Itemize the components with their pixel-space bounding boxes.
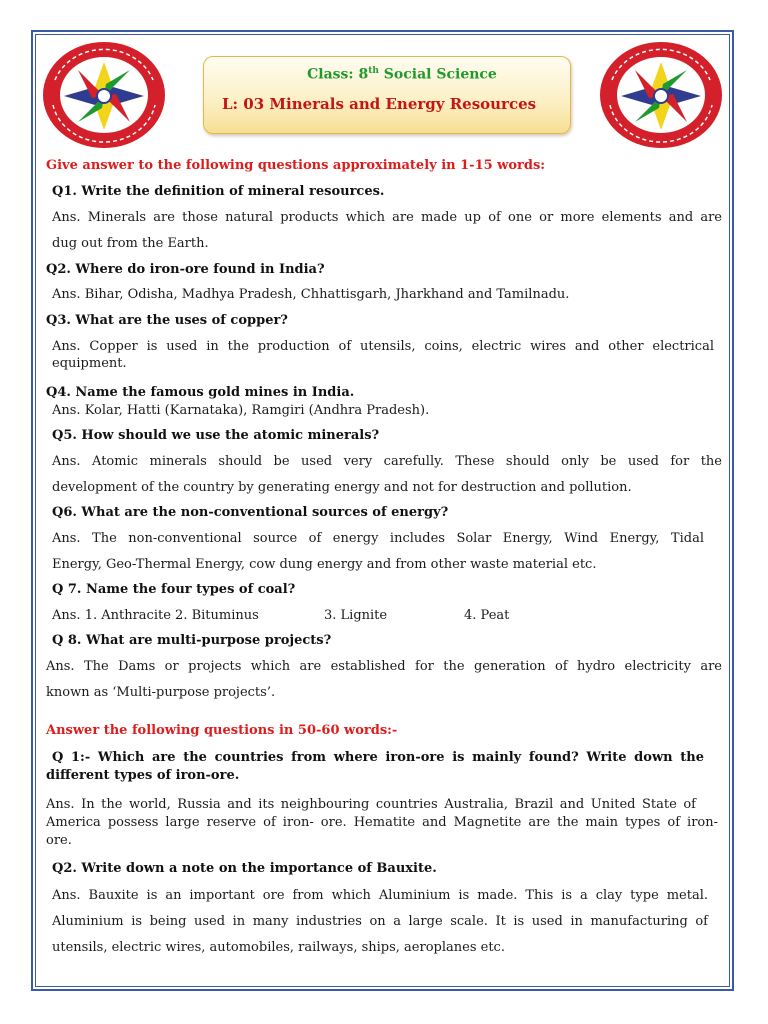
class-prefix: Class: 8 xyxy=(307,66,369,83)
section2-heading: Answer the following questions in 50-60 words:- xyxy=(46,723,398,738)
answer-1-line-1: Ans. Minerals are those natural products which are made up of one or more elements and are xyxy=(52,210,722,225)
title-box xyxy=(203,56,571,134)
class-superscript: th xyxy=(368,66,379,76)
class-title xyxy=(204,66,570,83)
answer-6-line-2: Energy, Geo-Thermal Energy, cow dung energy and from other waste material etc. xyxy=(52,557,597,572)
question-1: Q1. Write the definition of mineral resources. xyxy=(52,184,385,199)
long-question-2: Q2. Write down a note on the importance of Bauxite. xyxy=(52,861,437,876)
answer-7-part-1: Ans. 1. Anthracite 2. Bituminus xyxy=(52,608,259,623)
answer-5-line-2: development of the country by generating energy and not for destruction and pollution. xyxy=(52,480,632,495)
answer-8-line-1: Ans. The Dams or projects which are established for the generation of hydro electricity are xyxy=(46,659,722,674)
question-4: Q4. Name the famous gold mines in India. xyxy=(46,385,355,400)
answer-1-line-2: dug out from the Earth. xyxy=(52,236,209,251)
answer-7-part-2: 3. Lignite xyxy=(324,608,388,623)
question-6: Q6. What are the non-conventional sources of energy? xyxy=(52,505,449,520)
long-answer-1-line-2: America possess large reserve of iron- ore. Hematite and Magnetite are the main types of iron- xyxy=(46,815,718,830)
lesson-title: L: 03 Minerals and Energy Resources xyxy=(222,95,537,113)
answer-8-line-2: known as ‘Multi-purpose projects’. xyxy=(46,685,276,700)
answer-6-line-1: Ans. The non-conventional source of energy includes Solar Energy, Wind Energy, Tidal xyxy=(52,531,704,546)
question-5: Q5. How should we use the atomic minerals? xyxy=(52,428,380,443)
answer-5-line-1: Ans. Atomic minerals should be used very carefully. These should only be used for the xyxy=(52,454,722,469)
left-emblem-logo xyxy=(41,40,167,150)
question-3: Q3. What are the uses of copper? xyxy=(46,313,288,328)
long-answer-2-line-2: Aluminium is being used in many industries on a large scale. It is used in manufacturing of xyxy=(52,914,708,929)
answer-2: Ans. Bihar, Odisha, Madhya Pradesh, Chhattisgarh, Jharkhand and Tamilnadu. xyxy=(52,287,570,302)
long-question-1-line-2: different types of iron-ore. xyxy=(46,768,240,783)
answer-7-part-3: 4. Peat xyxy=(464,608,510,623)
section1-heading: Give answer to the following questions approximately in 1-15 words: xyxy=(46,158,546,173)
right-emblem-logo xyxy=(598,40,724,150)
answer-4: Ans. Kolar, Hatti (Karnataka), Ramgiri (Andhra Pradesh). xyxy=(52,403,430,418)
answer-3-line-1: Ans. Copper is used in the production of utensils, coins, electric wires and other electrical xyxy=(52,339,714,354)
question-8: Q 8. What are multi-purpose projects? xyxy=(52,633,332,648)
answer-3-line-2: equipment. xyxy=(52,356,127,371)
long-answer-1-line-3: ore. xyxy=(46,833,72,848)
emblem-icon xyxy=(598,40,724,150)
long-answer-1-line-1: Ans. In the world, Russia and its neighbouring countries Australia, Brazil and United State of xyxy=(46,797,696,812)
long-question-1-line-1: Q 1:- Which are the countries from where iron-ore is mainly found? Write down the xyxy=(52,750,704,765)
long-answer-2-line-1: Ans. Bauxite is an important ore from which Aluminium is made. This is a clay type metal. xyxy=(52,888,708,903)
question-7: Q 7. Name the four types of coal? xyxy=(52,582,296,597)
question-2: Q2. Where do iron-ore found in India? xyxy=(46,262,325,277)
long-answer-2-line-3: utensils, electric wires, automobiles, railways, ships, aeroplanes etc. xyxy=(52,940,505,955)
emblem-icon xyxy=(41,40,167,150)
class-subject: Social Science xyxy=(378,66,497,83)
